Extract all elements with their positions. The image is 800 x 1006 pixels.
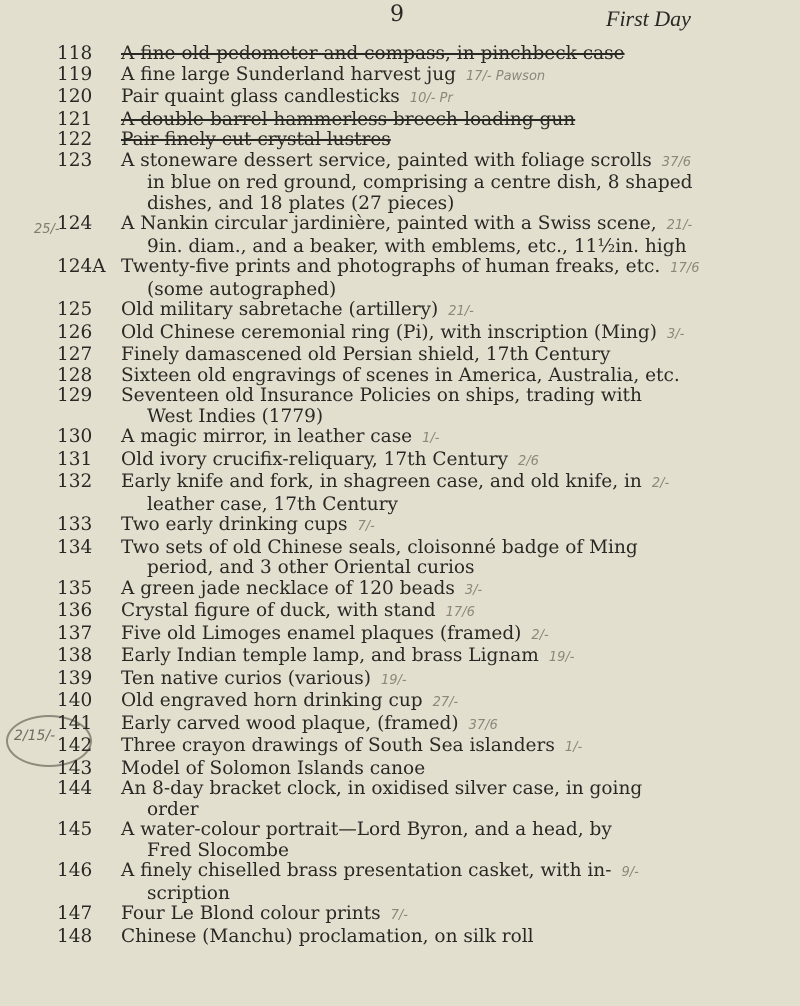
lot-description-line: period, and 3 other Oriental curios bbox=[147, 557, 475, 578]
handwritten-price: 2/- bbox=[651, 476, 670, 491]
day-title: First Day bbox=[606, 6, 691, 31]
lot-description-line: Finely damascened old Persian shield, 17th Century bbox=[121, 344, 611, 365]
lot-entry bbox=[0, 579, 800, 602]
handwritten-price: 19/- bbox=[548, 650, 575, 665]
lot-description-line: order bbox=[147, 798, 199, 820]
lot-number: 137 bbox=[57, 622, 93, 644]
lot-entry bbox=[0, 130, 800, 151]
lot-entry bbox=[0, 386, 800, 427]
lot-number: 134 bbox=[57, 536, 93, 558]
handwritten-price: 2/- bbox=[531, 627, 549, 643]
lot-description-line: (some autographed) bbox=[147, 278, 337, 300]
lot-number: 128 bbox=[57, 364, 93, 386]
lot-entry bbox=[0, 110, 800, 131]
lot-number: 127 bbox=[57, 344, 93, 365]
lot-description-line: Twenty-five prints and photographs of human freaks, etc. bbox=[121, 256, 661, 277]
handwritten-price: 2/6 bbox=[518, 453, 539, 469]
handwritten-price: 37/6 bbox=[661, 154, 691, 170]
lot-number: 141 bbox=[57, 712, 93, 734]
lot-description-line: Old engraved horn drinking cup bbox=[121, 690, 423, 711]
lot-description-line: Four Le Blond colour prints bbox=[121, 903, 381, 924]
handwritten-price: 1/- bbox=[564, 740, 583, 755]
lot-description-line: Five old Limoges enamel plaques (framed) bbox=[121, 622, 522, 644]
lot-description bbox=[121, 472, 781, 515]
lot-number: 145 bbox=[57, 819, 93, 840]
lot-description bbox=[121, 624, 781, 647]
lot-description bbox=[121, 646, 781, 669]
lot-description-line: Two early drinking cups bbox=[121, 514, 348, 535]
lot-entry bbox=[0, 87, 800, 110]
lot-entry bbox=[0, 300, 800, 323]
lot-number: 132 bbox=[57, 471, 93, 492]
lot-number: 136 bbox=[57, 600, 93, 621]
lot-description-line: Pair quaint glass candlesticks bbox=[121, 86, 400, 107]
lot-entry bbox=[0, 515, 800, 538]
lot-description-line: A water-colour portrait—Lord Byron, and a head, by bbox=[121, 819, 612, 840]
lot-description-line: Chinese (Manchu) proclamation, on silk roll bbox=[121, 925, 534, 947]
lot-description bbox=[121, 214, 781, 257]
lot-list bbox=[0, 44, 800, 947]
lot-description-line: Old Chinese ceremonial ring (Pi), with inscription (Ming) bbox=[121, 321, 657, 343]
lot-entry bbox=[0, 450, 800, 473]
handwritten-price: 27/- bbox=[432, 695, 459, 710]
lot-entry bbox=[0, 904, 800, 927]
lot-number: 124A bbox=[57, 256, 106, 277]
handwritten-price: 7/- bbox=[390, 908, 408, 923]
lot-number: 131 bbox=[57, 448, 93, 470]
lot-description bbox=[121, 87, 781, 110]
lot-description-line: Early Indian temple lamp, and brass Lignam bbox=[121, 645, 539, 666]
lot-description-line: Early carved wood plaque, (framed) bbox=[121, 712, 459, 734]
handwritten-price: 3/- bbox=[464, 582, 483, 598]
lot-description-line: scription bbox=[147, 882, 230, 904]
handwritten-price: 10/- Pr bbox=[409, 91, 453, 106]
lot-description-line: Sixteen old engravings of scenes in America, Australia, etc. bbox=[121, 364, 680, 386]
lot-number: 119 bbox=[57, 63, 93, 85]
lot-entry bbox=[0, 44, 800, 65]
lot-number: 122 bbox=[57, 129, 93, 150]
lot-number: 143 bbox=[57, 757, 93, 779]
lot-description bbox=[121, 927, 781, 948]
lot-number: 138 bbox=[57, 645, 93, 666]
lot-number: 144 bbox=[57, 778, 93, 799]
handwritten-price: 9/- bbox=[621, 865, 639, 880]
lot-entry bbox=[0, 736, 800, 759]
lot-entry bbox=[0, 779, 800, 820]
lot-description bbox=[121, 345, 781, 366]
handwritten-price: 19/- bbox=[381, 672, 407, 688]
lot-description bbox=[121, 130, 781, 151]
lot-number: 133 bbox=[57, 514, 93, 535]
lot-number: 120 bbox=[57, 86, 93, 107]
lot-entry bbox=[0, 861, 800, 904]
lot-description bbox=[121, 579, 781, 602]
lot-number: 142 bbox=[57, 735, 93, 756]
lot-number: 135 bbox=[57, 577, 93, 599]
handwritten-price: 21/- bbox=[666, 218, 693, 233]
handwritten-price: 17/6 bbox=[670, 261, 700, 276]
lot-description-line: Two sets of old Chinese seals, cloisonné badge of Ming bbox=[121, 536, 638, 558]
lot-entry bbox=[0, 345, 800, 366]
lot-description-line: Early knife and fork, in shagreen case, and old knife, in bbox=[121, 471, 642, 492]
lot-description bbox=[121, 601, 781, 624]
lot-description-line: A Nankin circular jardinière, painted with a Swiss scene, bbox=[121, 213, 657, 234]
lot-description-line: Crystal figure of duck, with stand bbox=[121, 600, 436, 621]
lot-description bbox=[121, 714, 781, 737]
lot-entry bbox=[0, 714, 800, 737]
margin-price-124a: 25/- bbox=[34, 222, 60, 237]
lot-description bbox=[121, 65, 781, 88]
lot-description-line: A finely chiselled brass presentation casket, with in- bbox=[121, 860, 612, 881]
lot-description-line: dishes, and 18 plates (27 pieces) bbox=[147, 192, 455, 214]
lot-description bbox=[121, 323, 781, 346]
lot-entry bbox=[0, 624, 800, 647]
lot-description-line: 9in. diam., and a beaker, with emblems, etc., 11½in. high bbox=[147, 235, 687, 257]
lot-entry bbox=[0, 257, 800, 300]
lot-description-line: Model of Solomon Islands canoe bbox=[121, 757, 426, 779]
lot-description-line: An 8-day bracket clock, in oxidised silver case, in going bbox=[121, 778, 643, 799]
lot-description bbox=[121, 691, 781, 714]
handwritten-price: 1/- bbox=[422, 431, 440, 446]
handwritten-price: 37/6 bbox=[468, 717, 498, 733]
lot-description-line: leather case, 17th Century bbox=[147, 493, 398, 515]
circled-price: 2/15/- bbox=[14, 728, 56, 744]
lot-entry bbox=[0, 427, 800, 450]
lot-description-line: A double-barrel hammerless breech-loading gun bbox=[121, 108, 576, 130]
lot-number: 146 bbox=[57, 860, 93, 881]
lot-entry bbox=[0, 820, 800, 861]
lot-entry bbox=[0, 669, 800, 692]
lot-description-line: Seventeen old Insurance Policies on ships, trading with bbox=[121, 385, 642, 406]
lot-description-line: Old ivory crucifix-reliquary, 17th Century bbox=[121, 448, 509, 470]
lot-description-line: Fred Slocombe bbox=[147, 839, 289, 861]
lot-entry bbox=[0, 214, 800, 257]
lot-description bbox=[121, 427, 781, 450]
lot-number: 124 bbox=[57, 213, 93, 234]
lot-entry bbox=[0, 65, 800, 88]
lot-description bbox=[121, 151, 781, 215]
lot-description bbox=[121, 736, 781, 759]
lot-number: 140 bbox=[57, 690, 93, 711]
page-number: 9 bbox=[390, 2, 404, 27]
lot-description-line: A stoneware dessert service, painted with foliage scrolls bbox=[121, 149, 652, 171]
lot-description-line: Ten native curios (various) bbox=[121, 667, 371, 689]
lot-number: 148 bbox=[57, 925, 93, 947]
handwritten-price: 17/6 bbox=[445, 605, 475, 620]
lot-description-line: Old military sabretache (artillery) bbox=[121, 299, 439, 320]
lot-entry bbox=[0, 472, 800, 515]
page-header bbox=[0, 2, 800, 42]
lot-description bbox=[121, 820, 781, 861]
lot-description-line: A green jade necklace of 120 beads bbox=[121, 577, 455, 599]
lot-number: 130 bbox=[57, 426, 93, 447]
lot-entry bbox=[0, 759, 800, 780]
lot-description-line: West Indies (1779) bbox=[147, 405, 324, 427]
lot-description-line: A magic mirror, in leather case bbox=[121, 426, 413, 447]
lot-description bbox=[121, 300, 781, 323]
handwritten-price: 7/- bbox=[357, 519, 375, 534]
lot-description bbox=[121, 669, 781, 692]
lot-description-line: Pair finely cut crystal lustres bbox=[121, 129, 391, 150]
lot-entry bbox=[0, 323, 800, 346]
lot-number: 118 bbox=[57, 43, 93, 64]
lot-description bbox=[121, 110, 781, 131]
lot-number: 123 bbox=[57, 149, 93, 171]
lot-description-line: A fine large Sunderland harvest jug bbox=[121, 63, 456, 85]
lot-description bbox=[121, 386, 781, 427]
lot-description bbox=[121, 779, 781, 820]
lot-description bbox=[121, 44, 781, 65]
lot-number: 126 bbox=[57, 321, 93, 343]
handwritten-price: 3/- bbox=[667, 326, 685, 342]
lot-number: 129 bbox=[57, 385, 93, 406]
lot-entry bbox=[0, 538, 800, 579]
lot-number: 147 bbox=[57, 903, 93, 924]
lot-description bbox=[121, 861, 781, 904]
lot-description bbox=[121, 904, 781, 927]
lot-description bbox=[121, 515, 781, 538]
handwritten-price: 21/- bbox=[448, 304, 474, 319]
lot-description bbox=[121, 257, 781, 300]
lot-number: 125 bbox=[57, 299, 93, 320]
handwritten-price: 17/- Pawson bbox=[466, 68, 546, 84]
lot-description bbox=[121, 759, 781, 780]
lot-entry bbox=[0, 691, 800, 714]
lot-number: 121 bbox=[57, 108, 93, 130]
lot-description bbox=[121, 538, 781, 579]
lot-description-line: Three crayon drawings of South Sea islanders bbox=[121, 735, 555, 756]
lot-description bbox=[121, 450, 781, 473]
lot-description-line: A fine old pedometer and compass, in pinchbeck case bbox=[121, 43, 625, 64]
lot-description bbox=[121, 366, 781, 387]
lot-entry bbox=[0, 927, 800, 948]
lot-entry bbox=[0, 151, 800, 215]
lot-description-line: in blue on red ground, comprising a centre dish, 8 shaped bbox=[147, 172, 693, 193]
lot-entry bbox=[0, 646, 800, 669]
lot-entry bbox=[0, 366, 800, 387]
lot-number: 139 bbox=[57, 667, 93, 689]
lot-entry bbox=[0, 601, 800, 624]
